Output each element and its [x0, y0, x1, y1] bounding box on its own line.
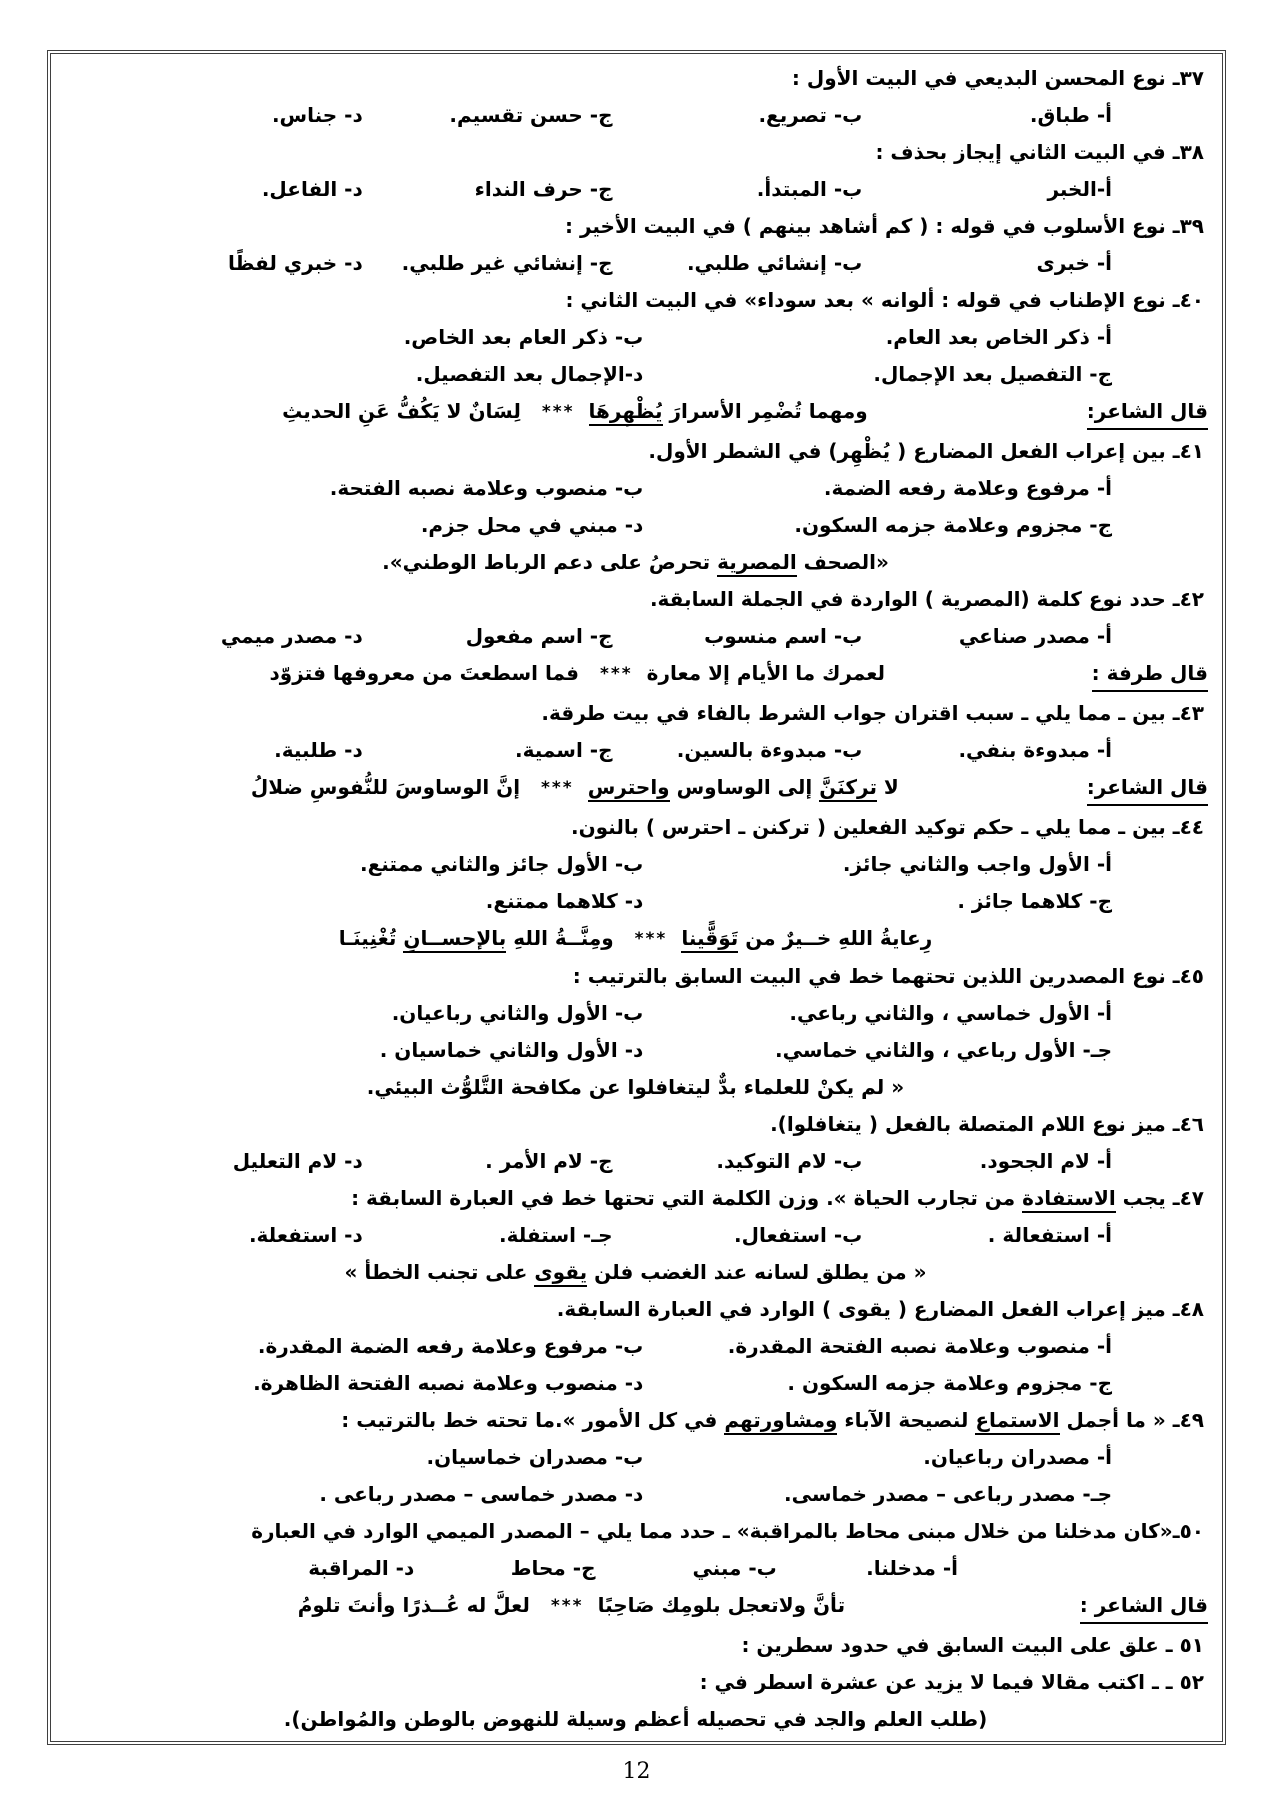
poem-51-hemistich-1: تأنَّ ولاتعجل بلومِك صَاحِبًا — [597, 1593, 846, 1617]
poem-44-underlined-word-1: تركنَنَّ — [819, 775, 877, 802]
poem-41-speaker: قال الشاعر: — [1087, 395, 1208, 430]
q42-option-b: ب- اسم منسوب — [704, 624, 863, 648]
q37-option-d: د- جناس. — [271, 103, 363, 127]
page-number: 12 — [622, 1759, 651, 1784]
q47-seg-c: من تجارب الحياة ». وزن الكلمة التي تحتها خط في العبارة السابقة : — [351, 1186, 1023, 1210]
poem-44-seg-c: إلى الوساوس — [669, 775, 820, 799]
q39-option-b: ب- إنشائي طلبي. — [686, 251, 863, 275]
verse-separator: *** — [541, 402, 575, 422]
q45-option-c: جـ- الأول رباعي ، والثاني خماسي. — [775, 1038, 1112, 1062]
question-40-options-cd — [63, 358, 1208, 390]
q37-option-c: ج- حسن تقسيم. — [449, 103, 613, 127]
poem-before-q44 — [63, 771, 1208, 806]
question-47-options — [63, 1219, 1208, 1251]
question-44-options-cd — [63, 885, 1208, 917]
q45-option-b: ب- الأول والثاني رباعيان. — [391, 1001, 644, 1025]
question-52-text: ٥٢ ـ ـ اكتب مقالا فيما لا يزيد عن عشرة اسطر في : — [699, 1670, 1204, 1694]
q49-underlined-word-1: الاستماع — [975, 1408, 1059, 1435]
verse-separator: *** — [541, 778, 574, 798]
question-44-text: ٤٤ـ بين ـ مما يلي ـ حكم توكيد الفعلين ( تركنن ـ احترس ) بالنون. — [570, 815, 1204, 839]
sentence-before-q42 — [63, 546, 1208, 578]
poem-41-seg-a: ومهما تُضْمِر الأسرارَ — [662, 399, 868, 423]
question-50-text: ٥٠ـ«كان مدخلنا من خلال مبنى محاط بالمراقبة» ـ حدد مما يلي – المصدر الميمي الوارد في العبارة — [251, 1519, 1204, 1543]
q42-option-c: ج- اسم مفعول — [465, 624, 613, 648]
q41-option-d: د- مبني في محل جزم. — [420, 513, 644, 537]
q39-option-d: د- خبري لفظًا — [228, 251, 363, 275]
q50-option-c: ج- محاط — [510, 1556, 596, 1580]
q48-option-a: أ- منصوب وعلامة نصبه الفتحة المقدرة. — [727, 1334, 1112, 1358]
question-46-options — [63, 1145, 1208, 1177]
q49-seg-c: لنصيحة الآباء — [837, 1408, 976, 1432]
verse-separator: *** — [550, 1596, 584, 1616]
poem-51-hemistich-2: لعلَّ له عُــذرًا وأنتَ تلومُ — [297, 1593, 537, 1617]
question-43-options — [63, 734, 1208, 766]
q40-option-a: أ- ذكر الخاص بعد العام. — [885, 325, 1112, 349]
q38-option-b: ب- المبتدأ. — [756, 177, 863, 201]
question-44-options-ab — [63, 848, 1208, 880]
q47-option-c: جـ- استفلة. — [499, 1223, 613, 1247]
q44-option-a: أ- الأول واجب والثاني جائز. — [842, 852, 1112, 876]
q41-option-c: ج- مجزوم وعلامة جزمه السكون. — [794, 513, 1112, 537]
question-45-options-cd — [63, 1034, 1208, 1066]
q43-option-a: أ- مبدوءة بنفي. — [958, 738, 1112, 762]
poem-43-verse — [63, 657, 1092, 690]
q50-option-b: ب- مبني — [692, 1556, 777, 1580]
q50-option-a: أ- مدخلنا. — [866, 1556, 958, 1580]
q40-option-d: د-الإجمال بعد التفصيل. — [415, 362, 644, 386]
sent-42-seg-c: تحرصُ على دعم الرباط الوطني». — [382, 550, 718, 574]
poem-44-speaker: قال الشاعر: — [1087, 771, 1208, 806]
q42-option-a: أ- مصدر صناعي — [958, 624, 1112, 648]
q47-option-b: ب- استفعال. — [734, 1223, 863, 1247]
poem-before-q51 — [63, 1589, 1208, 1624]
q39-option-c: ج- إنشائي غير طلبي. — [401, 251, 613, 275]
question-37-options — [63, 99, 1208, 131]
question-49-text — [63, 1404, 1208, 1436]
question-48-options-cd — [63, 1367, 1208, 1399]
poem-45-seg-e: تُغْنِينَـا — [338, 926, 404, 950]
poem-before-q43 — [63, 657, 1208, 692]
question-43-text: ٤٣ـ بين ـ مما يلي ـ سبب اقتران جواب الشرط بالفاء في بيت طرقة. — [541, 701, 1204, 725]
sentence-before-q48 — [63, 1256, 1208, 1288]
q41-option-b: ب- منصوب وعلامة نصبه الفتحة. — [329, 476, 644, 500]
q49-option-a: أ- مصدران رباعيان. — [923, 1445, 1112, 1469]
question-40-options-ab — [63, 321, 1208, 353]
q49-underlined-word-2: ومشاورتهم — [724, 1408, 837, 1435]
poem-41-underlined-word: يُظْهِرهَا — [589, 399, 663, 426]
q49-seg-e: في كل الأمور ».ما تحته خط بالترتيب : — [341, 1408, 725, 1432]
sent-48-underlined-word: يقوى — [534, 1260, 587, 1287]
q37-option-a: أ- طباق. — [1029, 103, 1112, 127]
sentence-before-q46: « لم يكنْ للعلماء بدٌّ ليتغافلوا عن مكافحة التَّلوُّث البيئي. — [366, 1075, 905, 1099]
question-38-options — [63, 173, 1208, 205]
page-border-frame — [47, 50, 1226, 1745]
poem-45-underlined-word-2: بالإحســانِ — [403, 926, 506, 953]
question-41-options-cd — [63, 509, 1208, 541]
q43-option-d: د- طلبية. — [274, 738, 363, 762]
q38-option-d: د- الفاعل. — [261, 177, 363, 201]
verse-separator: *** — [599, 664, 633, 684]
q50-option-d: د- المراقبة — [308, 1556, 415, 1580]
q47-underlined-word: الاستفادة — [1022, 1186, 1116, 1213]
q49-seg-a: ٤٩ـ « ما أجمل — [1059, 1408, 1204, 1432]
sent-42-seg-a: «الصحف — [796, 550, 889, 574]
question-42-options — [63, 620, 1208, 652]
q38-option-c: ج- حرف النداء — [474, 177, 613, 201]
poem-45-seg-c: ومِنَّــةُ اللهِ — [506, 926, 621, 950]
poem-43-hemistich-2: فما اسطعتَ من معروفها فتزوّد — [269, 661, 586, 685]
essay-topic: (طلب العلم والجد في تحصيله أعظم وسيلة للنهوض بالوطن والمُواطن). — [283, 1707, 988, 1731]
poem-43-hemistich-1: لعمرك ما الأيام إلا معارة — [646, 661, 886, 685]
q47-option-a: أ- استفعالة . — [987, 1223, 1112, 1247]
poem-45-underlined-word-1: تَوَقًّينا — [681, 926, 738, 953]
poem-41-verse — [63, 395, 1087, 428]
q44-option-b: ب- الأول جائز والثاني ممتنع. — [360, 852, 644, 876]
question-49-options-ab — [63, 1441, 1208, 1473]
q45-option-a: أ- الأول خماسي ، والثاني رباعي. — [789, 1001, 1112, 1025]
q46-option-c: ج- لام الأمر . — [485, 1149, 613, 1173]
q46-option-d: د- لام التعليل — [232, 1149, 363, 1173]
question-39-text: ٣٩ـ نوع الأسلوب في قوله : ( كم أشاهد بينهم ) في البيت الأخير : — [564, 214, 1204, 238]
q40-option-c: ج- التفصيل بعد الإجمال. — [873, 362, 1112, 386]
question-48-options-ab — [63, 1330, 1208, 1362]
question-40-text: ٤٠ـ نوع الإطناب في قوله : ألوانه » بعد سوداء» في البيت الثاني : — [565, 288, 1204, 312]
q43-option-c: ج- اسمية. — [515, 738, 613, 762]
question-48-text: ٤٨ـ ميز إعراب الفعل المضارع ( يقوى ) الوارد في العبارة السابقة. — [556, 1297, 1204, 1321]
poem-51-verse — [63, 1589, 1080, 1622]
q49-option-d: د- مصدر خماسى – مصدر رباعى . — [319, 1482, 644, 1506]
q39-option-a: أ- خبرى — [1036, 251, 1112, 275]
poem-before-q45 — [63, 922, 1208, 955]
q38-option-a: أ-الخبر — [1047, 177, 1112, 201]
poem-51-speaker: قال الشاعر : — [1080, 1589, 1208, 1624]
question-41-options-ab — [63, 472, 1208, 504]
q43-option-b: ب- مبدوءة بالسين. — [676, 738, 863, 762]
question-37-text: ٣٧ـ نوع المحسن البديعي في البيت الأول : — [791, 66, 1204, 90]
question-45-options-ab — [63, 997, 1208, 1029]
question-41-text: ٤١ـ بين إعراب الفعل المضارع ( يُظْهِر) في الشطر الأول. — [648, 439, 1204, 463]
poem-43-speaker: قال طرفة : — [1092, 657, 1208, 692]
q48-option-c: ج- مجزوم وعلامة جزمه السكون . — [787, 1371, 1112, 1395]
question-49-options-cd — [63, 1478, 1208, 1510]
question-50-options — [63, 1552, 1208, 1584]
question-38-text: ٣٨ـ في البيت الثاني إيجاز بحذف : — [875, 140, 1204, 164]
verse-separator: *** — [634, 929, 668, 949]
question-42-text: ٤٢ـ حدد نوع كلمة (المصرية ) الواردة في الجملة السابقة. — [649, 587, 1204, 611]
poem-45-seg-a: رِعايةُ اللهِ خــيرٌ من — [738, 926, 933, 950]
question-47-text — [63, 1182, 1208, 1214]
q40-option-b: ب- ذكر العام بعد الخاص. — [403, 325, 644, 349]
poem-44-seg-a: لا — [876, 775, 899, 799]
poem-44-verse — [63, 771, 1087, 804]
q46-option-a: أ- لام الجحود. — [979, 1149, 1112, 1173]
q48-option-d: د- منصوب وعلامة نصبه الفتحة الظاهرة. — [253, 1371, 644, 1395]
q44-option-d: د- كلاهما ممتنع. — [485, 889, 644, 913]
q42-option-d: د- مصدر ميمي — [220, 624, 363, 648]
q48-option-b: ب- مرفوع وعلامة رفعه الضمة المقدرة. — [257, 1334, 644, 1358]
poem-44-underlined-word-2: واحترس — [588, 775, 670, 802]
question-45-text: ٤٥ـ نوع المصدرين اللذين تحتهما خط في البيت السابق بالترتيب : — [572, 964, 1204, 988]
sent-48-seg-c: على تجنب الخطأ » — [344, 1260, 535, 1284]
q49-option-c: جـ- مصدر رباعى – مصدر خماسى. — [784, 1482, 1112, 1506]
q47-seg-a: ٤٧ـ يجب — [1115, 1186, 1204, 1210]
sent-42-underlined-word: المصرية — [717, 550, 797, 577]
q46-option-b: ب- لام التوكيد. — [716, 1149, 863, 1173]
question-39-options — [63, 247, 1208, 279]
q44-option-c: ج- كلاهما جائز . — [957, 889, 1112, 913]
poem-41-seg-c: لِسَانٌ لا يَكُفُّ عَنِ الحديثِ — [282, 399, 528, 423]
q49-option-b: ب- مصدران خماسيان. — [426, 1445, 644, 1469]
q41-option-a: أ- مرفوع وعلامة رفعه الضمة. — [823, 476, 1112, 500]
poem-before-q41 — [63, 395, 1208, 430]
q45-option-d: د- الأول والثاني خماسيان . — [379, 1038, 644, 1062]
question-51-text: ٥١ ـ علق على البيت السابق في حدود سطرين : — [741, 1633, 1204, 1657]
question-46-text: ٤٦ـ ميز نوع اللام المتصلة بالفعل ( يتغافلوا). — [770, 1112, 1204, 1136]
q47-option-d: د- استفعلة. — [248, 1223, 363, 1247]
q37-option-b: ب- تصريع. — [758, 103, 863, 127]
poem-44-seg-e: إنَّ الوساوسَ للنُّفوسِ ضلالُ — [250, 775, 528, 799]
sent-48-seg-a: « من يطلق لسانه عند الغضب فلن — [587, 1260, 927, 1284]
